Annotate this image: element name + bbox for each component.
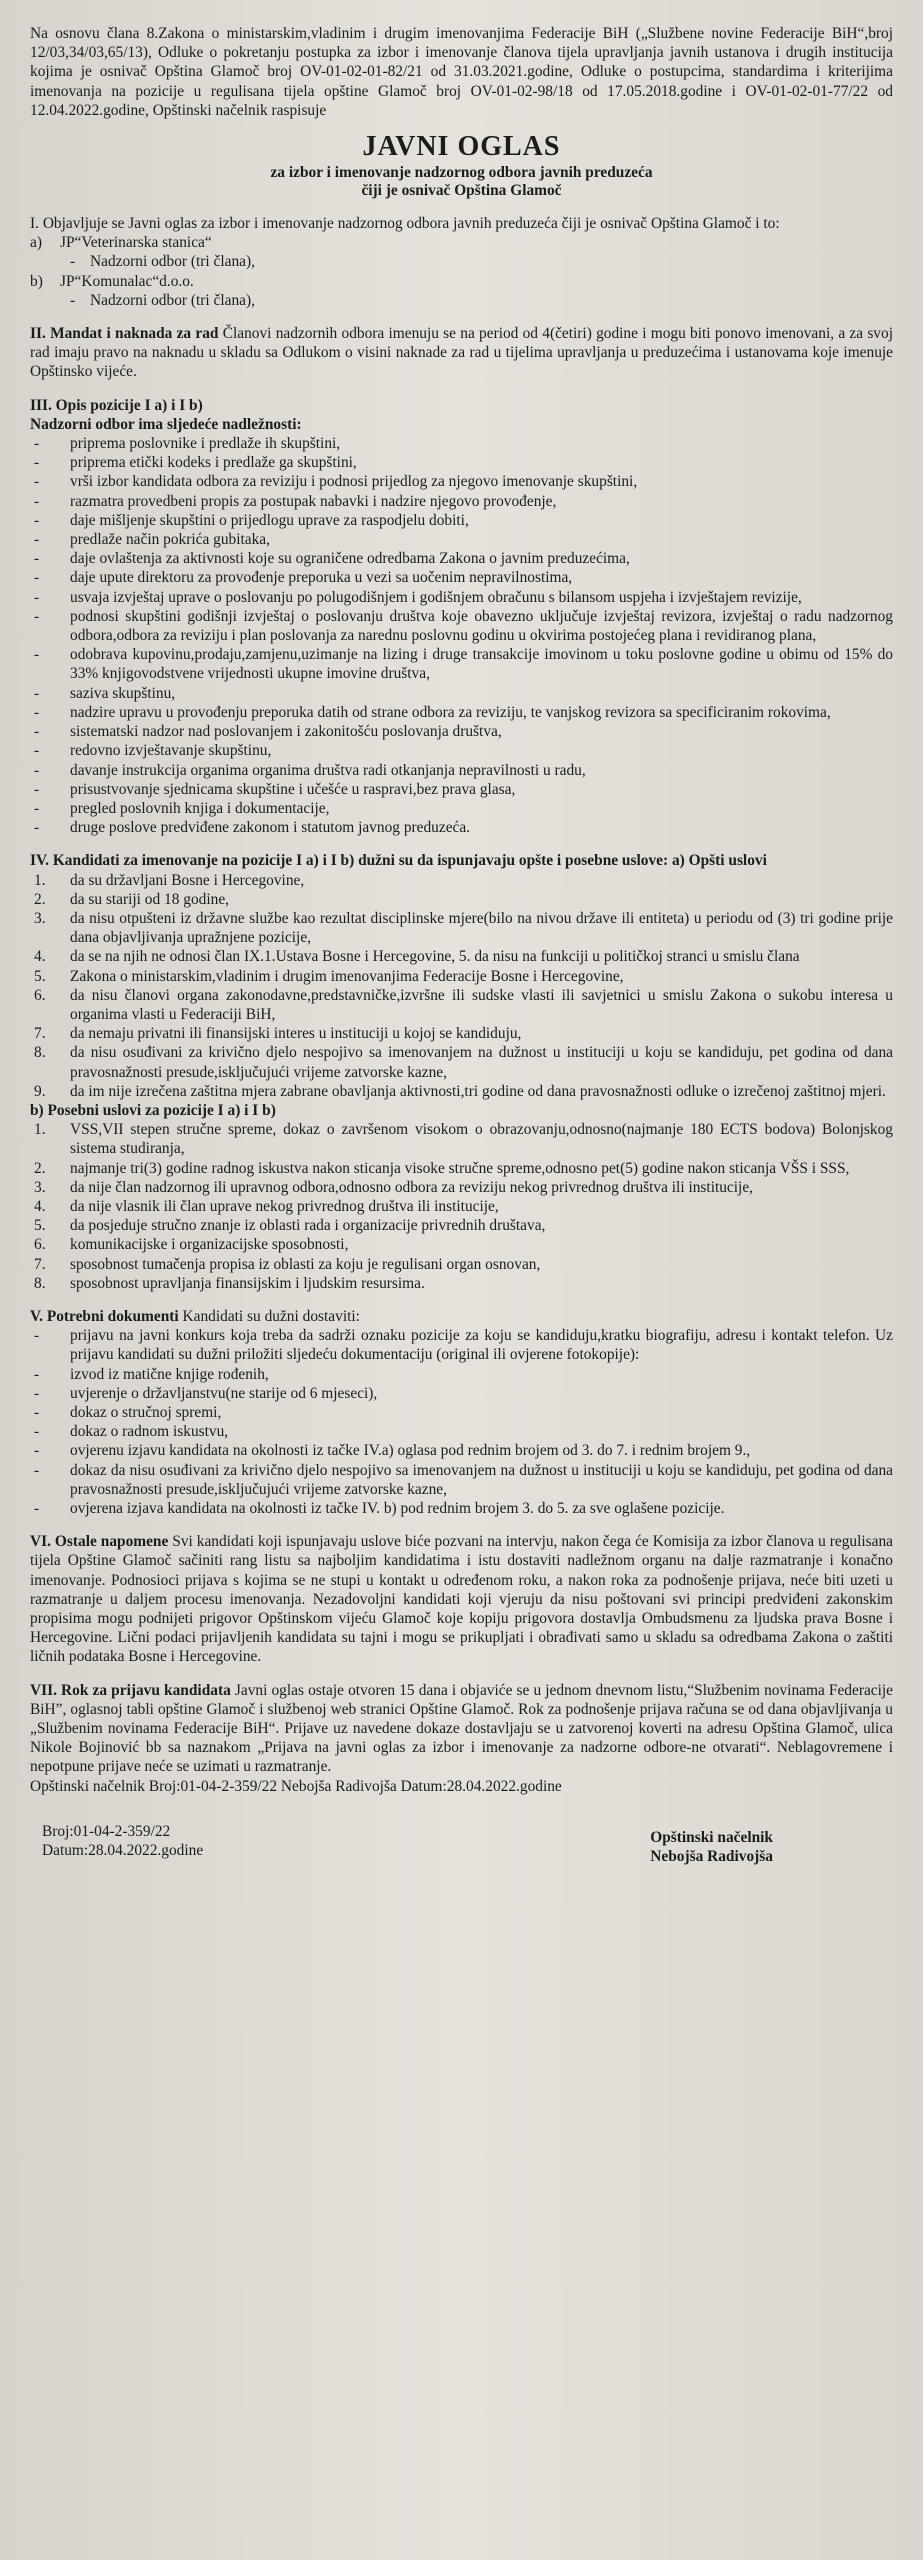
item-text: da su stariji od 18 godine, [70, 890, 230, 908]
list-item [30, 890, 893, 909]
item-text: da nisu članovi organa zakonodavne,predstavničke,izvršne ili sudske vlasti ili savjetnici u smislu Zakona o sukobu interesa u organima vlasti u Federaciji BiH, [70, 986, 893, 1023]
title-block [30, 130, 893, 200]
section-3-subheading: Nadzorni odbor ima sljedeće nadležnosti: [30, 415, 302, 433]
list-item: - ovjerenu izjavu kandidata na okolnosti iz tačke IV.a) oglasa pod rednim brojem od 3. do 7. i rednim brojem 9., [30, 1441, 893, 1460]
list-item [30, 1043, 893, 1081]
list-item [30, 1235, 893, 1254]
company-label: a) [30, 234, 42, 252]
item-number: 3. [34, 1178, 46, 1196]
list-item [30, 1024, 893, 1043]
special-conditions-list [30, 1120, 893, 1293]
list-item: - priprema poslovnike i predlaže ih skupštini, [30, 434, 893, 453]
section-5-heading: V. Potrebni dokumenti [30, 1307, 179, 1325]
list-item [30, 1178, 893, 1197]
list-item: - dokaz o stručnoj spremi, [30, 1403, 893, 1422]
intro-paragraph: Na osnovu člana 8.Zakona o ministarskim,vladinim i drugim imenovanjima Federacije BiH („Službene novine Federacije BiH“,broj 12/03,34/03,65/13), Odluke o pokretanju postupka za izbor i imenovanje članova tijela upravljanja javnih ustanova i drugih institucija kojima je osnivač Opština Glamoč broj OV-01-02-01-82/21 od 31.03.2021.godine, Odluke o postupcima, standardima i kriterijima imenovanja na pozicije u regulisana tijela opštine Glamoč broj OV-01-02-98/18 od 17.05.2018.godine i OV-01-02-01-77/22 od 12.04.2022.godine, Opštinski načelnik raspisuje [30, 25, 893, 119]
list-item [30, 1120, 893, 1158]
list-item [30, 871, 893, 890]
list-item: - prisustvovanje sjednicama skupštine i učešće u raspravi,bez prava glasa, [30, 780, 893, 799]
item-text: da nisu otpušteni iz državne službe kao rezultat disciplinske mjere(bilo na nivou države ili entiteta) u periodu od (3) tri godine prije dana objavljivanja upražnjene pozicije, [70, 909, 893, 947]
signatory-role: Opštinski načelnik [650, 1828, 773, 1846]
document-footer [30, 1822, 893, 1882]
list-item: - ovjerena izjava kandidata na okolnosti iz tačke IV. b) pod rednim brojem 3. do 5. za sve oglašene pozicije. [30, 1499, 893, 1518]
list-item: - nadzire upravu u provođenju preporuka datih od strane odbora za reviziju, te vanjskog revizora sa specificiranim rokovima, [30, 703, 893, 722]
signatory-name: Nebojša Radivojša [650, 1848, 773, 1866]
list-item: - daje mišljenje skupštini o prijedlogu uprave za raspodjelu dobiti, [30, 511, 893, 530]
company-item [30, 272, 893, 291]
document-subtitle-1: za izbor i imenovanje nadzornog odbora javnih preduzeća [270, 164, 653, 182]
item-number: 4. [34, 1197, 46, 1215]
item-number: 1. [34, 1121, 46, 1139]
list-item: - uvjerenje o državljanstvu(ne starije od 6 mjeseci), [30, 1384, 893, 1403]
list-item [30, 986, 893, 1024]
section-7 [30, 1681, 893, 1796]
list-item: - druge poslove predviđene zakonom i statutom javnog preduzeća. [30, 818, 893, 837]
list-item: - daje upute direktoru za provođenje preporuka u vezi sa uočenim nepravilnostima, [30, 568, 893, 587]
item-text: najmanje tri(3) godine radnog iskustva nakon sticanja visoke stručne spreme,odnosno pet(5) godine nakon sticanja VŠS i SSS, [70, 1159, 850, 1177]
item-number: 6. [34, 986, 46, 1004]
item-text: sposobnost tumačenja propisa iz oblasti za koju je regulisani organ osnovan, [70, 1255, 541, 1273]
duties-list [30, 434, 893, 837]
list-item [30, 909, 893, 947]
list-item: - podnosi skupštini godišnji izvještaj o poslovanju društva koje obavezno uključuje izvještaj revizora, izvještaj o radu nadzornog odbora,odbora za reviziju i plan poslovanja za narednu poslovnu godinu u okvirima postojećeg plana i revidiranog plana, [30, 607, 893, 645]
company-name: JP“Veterinarska stanica“ [60, 234, 212, 252]
item-text: da posjeduje stručno znanje iz oblasti rada i organizacije privrednih društava, [70, 1217, 546, 1235]
section-5 [30, 1307, 893, 1518]
list-item [30, 1082, 893, 1101]
list-item [30, 1159, 893, 1178]
item-number: 5. [34, 1217, 46, 1235]
list-item: - vrši izbor kandidata odbora za reviziju i podnosi prijedlog za njegovo imenovanje skupštini, [30, 472, 893, 491]
list-item [30, 967, 893, 986]
list-item: - dokaz o radnom iskustvu, [30, 1422, 893, 1441]
section-1 [30, 214, 893, 310]
general-conditions-list [30, 871, 893, 1101]
section-6 [30, 1532, 893, 1666]
section-2-text: Članovi nadzornih odbora imenuju se na period od 4(četiri) godine i mogu biti ponovo imenovani, a za svoj rad imaju pravo na naknadu u skladu sa Odlukom o visini naknade za rad u tijelima upravljanja u preduzećima i ustanovama koje imenuje Opštinsko vijeće. [30, 325, 893, 381]
section-2-heading: II. Mandat i naknada za rad [30, 325, 219, 343]
list-item: - predlaže način pokrića gubitaka, [30, 530, 893, 549]
section-2-paragraph [30, 324, 893, 382]
item-text: da su državljani Bosne i Hercegovine, [70, 871, 305, 889]
list-item: - daje ovlaštenja za aktivnosti koje su ograničene odredbama Zakona o javnim preduzećima, [30, 549, 893, 568]
item-number: 6. [34, 1236, 46, 1254]
list-item [30, 1197, 893, 1216]
list-item: - priprema etički kodeks i predlaže ga skupštini, [30, 453, 893, 472]
item-number: 5. [34, 967, 46, 985]
list-item: - pregled poslovnih knjiga i dokumentacije, [30, 799, 893, 818]
list-item: - dokaz da nisu osuđivani za krivično djelo nespojivo sa imenovanjem na dužnost u instituciji u koju se kandiduju, pet godina od dana pravosnažnosti presude,isključujući vrijeme zatvorske kazne, [30, 1461, 893, 1499]
section-2 [30, 324, 893, 382]
special-conditions-heading: b) Posebni uslovi za pozicije I a) i I b) [30, 1101, 276, 1119]
section-6-heading: VI. Ostale napomene [30, 1533, 169, 1551]
list-item: - razmatra provedbeni propis za postupak nabavki i nadzire njegovo provođenje, [30, 492, 893, 511]
section-6-paragraph [30, 1532, 893, 1666]
item-number: 2. [34, 890, 46, 908]
reference-number: Broj:01-04-2-359/22 [42, 1822, 171, 1840]
list-item: - prijavu na javni konkurs koja treba da sadrži oznaku pozicije za koju se kandiduju,kratku biografiju, adresu i kontakt telefon. Uz prijavu kandidati su dužni priložiti sljedeću dokumentaciju (original ili ovjerene fotokopije): [30, 1326, 893, 1364]
list-item: - izvod iz matične knjige rođenih, [30, 1365, 893, 1384]
company-board: - Nadzorni odbor (tri člana), [30, 291, 893, 310]
company-item [30, 233, 893, 252]
list-item: - davanje instrukcija organima organima društva radi otkanjanja nepravilnosti u radu, [30, 761, 893, 780]
section-7-text: Javni oglas ostaje otvoren 15 dana i objaviće se u jednom dnevnom listu,“Službenim novinama Federacije BiH”, oglasnoj tabli opštine Glamoč i službenoj web stranici Opštine Glamoč. Rok za podnošenje prijava računa se od dana objavljivanja u „Službenim novinama Federacije BiH“. Prijave uz navedene dokaze dostavljaju se u zatvorenoj koverti na adresu Opština Glamoč, ulica Nikole Bojinović bb sa naznakom „Prijava na javni oglas za izbor i imenovanje za nadzorne odbore-ne otvarati“. Neblagovremene i nepotpune prijave neće se uzimati u razmatranje. [30, 1681, 893, 1776]
section-7-heading: VII. Rok za prijavu kandidata [30, 1681, 231, 1699]
list-item [30, 1255, 893, 1274]
item-text: Zakona o ministarskim,vladinim i drugim imenovanjima Federacije Bosne i Hercegovine, [70, 967, 624, 985]
signature-line: Opštinski načelnik Broj:01-04-2-359/22 Nebojša Radivojša Datum:28.04.2022.godine [30, 1777, 562, 1795]
list-item [30, 1274, 893, 1293]
item-text: da nije vlasnik ili član uprave nekog privrednog društva ili institucije, [70, 1197, 499, 1215]
section-1-text: I. Objavljuje se Javni oglas za izbor i imenovanje nadzornog odbora javnih preduzeća čiji je osnivač Opština Glamoč i to: [30, 215, 780, 233]
section-3-heading: III. Opis pozicije I a) i I b) [30, 396, 203, 414]
item-text: da nemaju privatni ili finansijski interes u instituciji u kojoj se kandiduju, [70, 1025, 522, 1043]
section-4-heading: IV. Kandidati za imenovanje na pozicije I a) i I b) dužni su da ispunjavaju opšte i posebne uslove: a) Opšti uslovi [30, 852, 767, 870]
company-label: b) [30, 272, 43, 290]
item-number: 3. [34, 909, 46, 927]
item-number: 8. [34, 1044, 46, 1062]
item-number: 7. [34, 1025, 46, 1043]
item-number: 7. [34, 1255, 46, 1273]
list-item: - saziva skupštinu, [30, 684, 893, 703]
document-title: JAVNI OGLAS [362, 131, 561, 163]
section-4 [30, 851, 893, 1293]
item-text: da nisu osuđivani za krivično djelo nespojivo sa imenovanjem na dužnost u instituciji u koju se kandiduju, pet godina od dana pravosnažnosti presude,isključujući vrijeme zatvorske kazne, [70, 1044, 893, 1081]
section-7-paragraph [30, 1681, 893, 1777]
item-number: 4. [34, 948, 46, 966]
item-text: da im nije izrečena zaštitna mjera zabrane obavljanja aktivnosti,tri godine od dana pravosnažnosti odluke o izrečenoj zaštitnoj mjeri. [70, 1082, 886, 1100]
item-number: 2. [34, 1159, 46, 1177]
document-subtitle-2: čiji je osnivač Opština Glamoč [361, 182, 562, 200]
list-item: - redovno izvještavanje skupštinu, [30, 741, 893, 760]
list-item [30, 1216, 893, 1235]
item-text: komunikacijske i organizacijske sposobnosti, [70, 1236, 349, 1254]
item-text: da nije član nadzornog ili upravnog odbora,odnosno odbora za reviziju nekog privrednog društva ili institucije, [70, 1178, 753, 1196]
list-item: - usvaja izvještaj uprave o poslovanju po polugodišnjem i godišnjem obračunu s bilansom uspjeha i izvještajem revizije, [30, 588, 893, 607]
section-3 [30, 396, 893, 838]
item-number: 8. [34, 1274, 46, 1292]
reference-date: Datum:28.04.2022.godine [42, 1842, 204, 1860]
section-6-text: Svi kandidati koji ispunjavaju uslove biće pozvani na intervju, nakon čega će Komisija za izbor članova u regulisana tijela Opštine Glamoč sačiniti rang listu sa najboljim kandidatima i istu dostaviti nadležnom organu na dalje razmatranje i konačno imenovanje. Podnosioci prijava s kojima se ne stupi u kontakt u određenom roku, a nakon roka za podnošenje prijava, neće biti uzeti u razmatranje u daljem procesu imenovanja. Nezadovoljni kandidati koji vjeruju da nisu poštovani svi principi predviđeni zakonskim propisima mogu podnijeti prigovor Opštinskom vijeću Glamoč koje kopiju prigovora dostavlja Ombudsmenu za ljudska prava Bosne i Hercegovine. Lični podaci prijavljenih kandidata su tajni i mogu se prikupljati i obrađivati samo u skladu sa odredbama Zakona o zaštiti ličnih podataka Bosne i Hercegovine. [30, 1533, 893, 1666]
item-number: 1. [34, 871, 46, 889]
list-item: - sistematski nadzor nad poslovanjem i zakonitošću poslovanja društva, [30, 722, 893, 741]
item-text: da se na njih ne odnosi član IX.1.Ustava Bosne i Hercegovine, 5. da nisu na funkciji u političkoj stranci u smislu člana [70, 948, 800, 966]
reference-block [42, 1822, 203, 1860]
section-5-lead: Kandidati su dužni dostaviti: [178, 1307, 360, 1325]
list-item: - odobrava kupovinu,prodaju,zamjenu,uzimanje na lizing i druge transakcije imovinom u toku poslovne godine u obimu od 15% do 33% knjigovodstvene vrijednosti ukupne imovine društva, [30, 645, 893, 683]
company-board: - Nadzorni odbor (tri člana), [30, 252, 893, 271]
item-text: sposobnost upravljanja finansijskim i ljudskim resursima. [70, 1274, 425, 1292]
company-name: JP“Komunalac“d.o.o. [60, 272, 194, 290]
list-item [30, 947, 893, 966]
item-number: 9. [34, 1082, 46, 1100]
signatory-block [650, 1828, 773, 1866]
documents-list [30, 1326, 893, 1518]
item-text: VSS,VII stepen stručne spreme, dokaz o završenom visokom o obrazovanju,odnosno(najmanje 180 ECTS bodova) Bolonjskog sistema studiranja, [70, 1121, 893, 1158]
section-5-paragraph [30, 1307, 893, 1326]
company-list [30, 233, 893, 310]
